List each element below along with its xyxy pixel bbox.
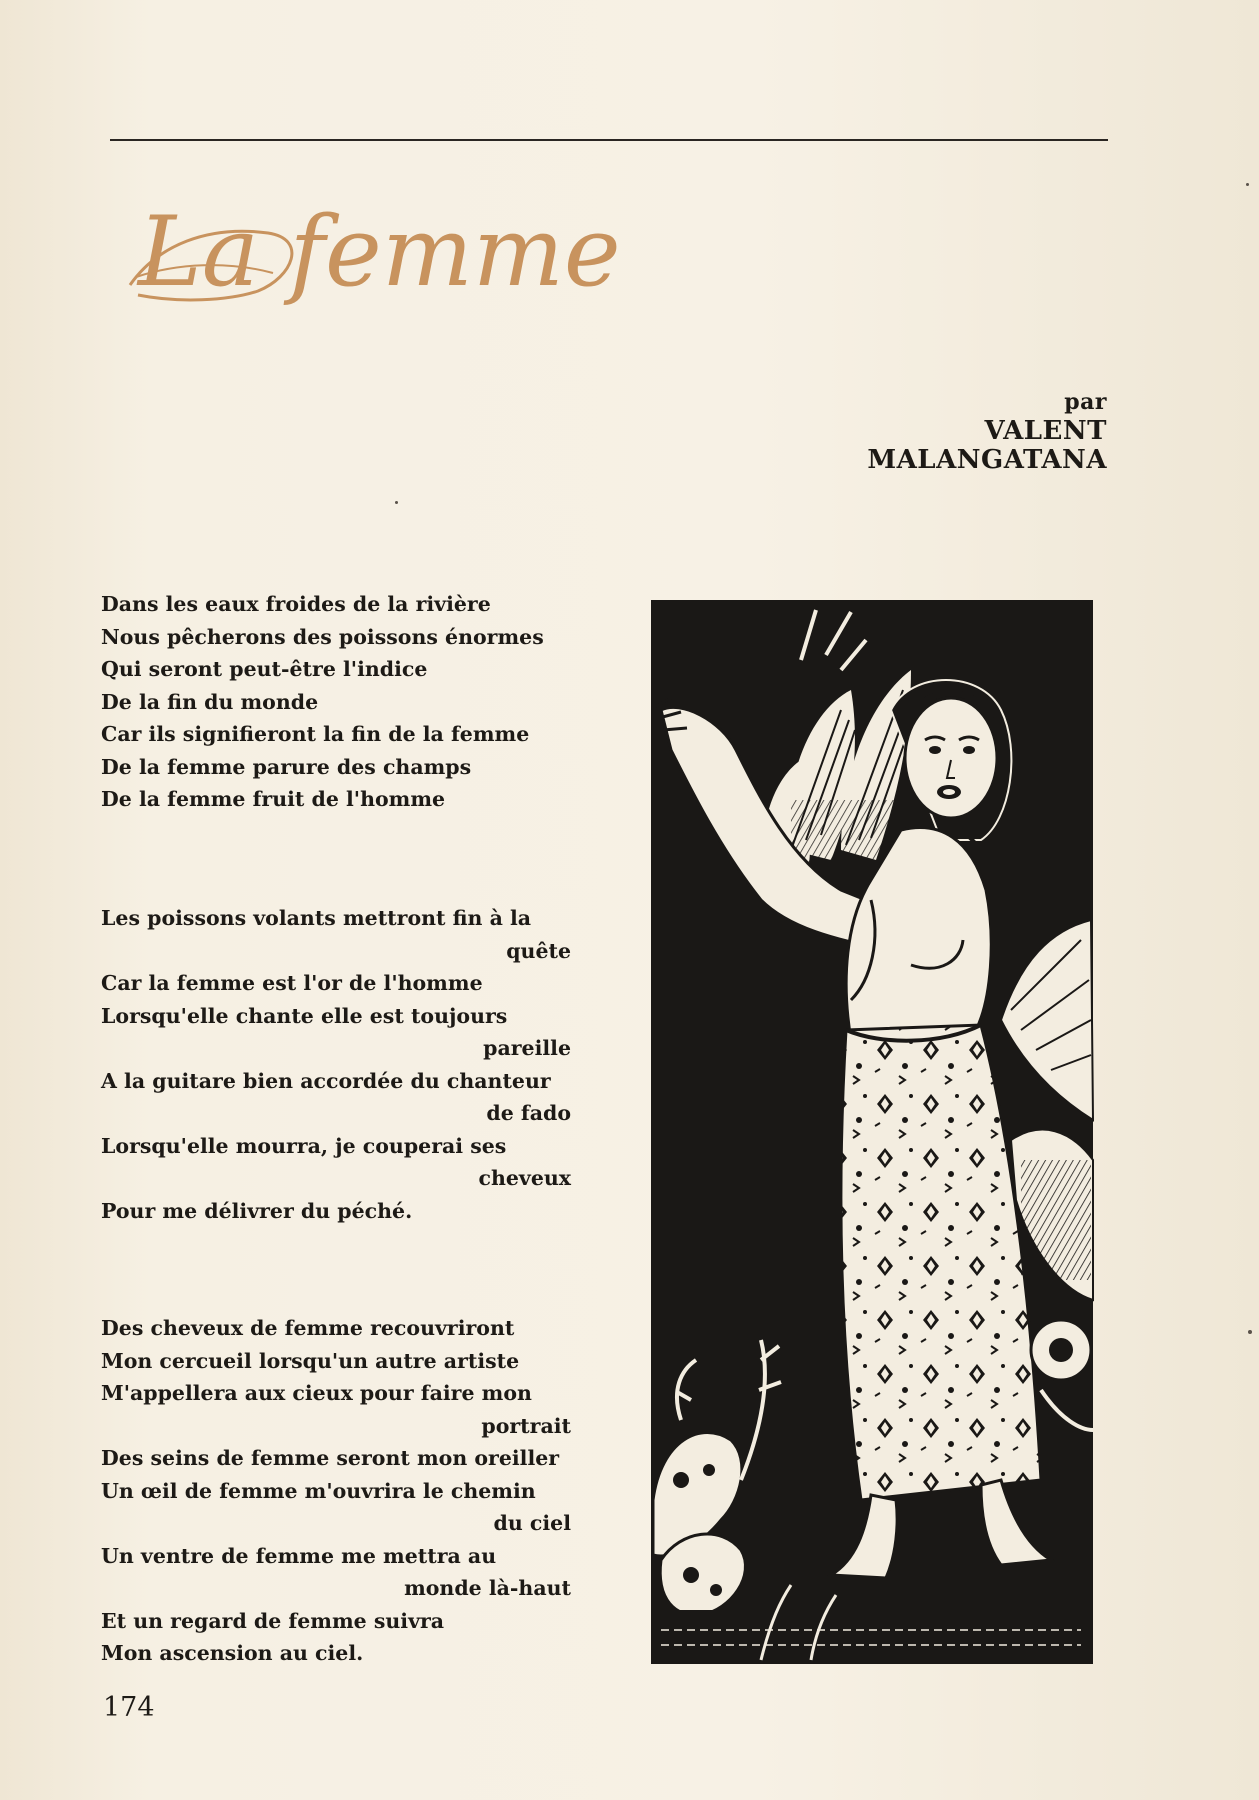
stanza-1	[101, 588, 571, 816]
verse-line: Dans les eaux froides de la rivière	[101, 592, 491, 616]
woodcut-illustration	[641, 600, 1103, 1664]
verse-line: Et un regard de femme suivra	[101, 1608, 445, 1633]
verse-line-continuation: du ciel	[493, 1511, 571, 1535]
verse-line-continuation: monde là-haut	[404, 1576, 571, 1600]
verse-line: Car la femme est l'or de l'homme	[101, 971, 483, 995]
verse-line: Les poissons volants mettront fin à la	[101, 906, 532, 930]
verse-line: Lorsqu'elle chante elle est toujours	[101, 1003, 508, 1028]
poem-title	[118, 185, 758, 335]
verse-line: Des seins de femme seront mon oreiller	[101, 1446, 560, 1470]
top-rule	[110, 139, 1108, 141]
verse-line: Pour me délivrer du péché.	[101, 1198, 413, 1223]
paper-speck	[1248, 1330, 1252, 1334]
verse-line: Des cheveux de femme recouvriront	[101, 1316, 515, 1340]
verse-line: Un ventre de femme me mettra au	[101, 1543, 497, 1568]
verse-line-continuation: quête	[506, 938, 571, 963]
verse-line-continuation: portrait	[481, 1413, 571, 1438]
verse-line: De la femme fruit de l'homme	[101, 787, 446, 811]
author-byline	[867, 388, 1107, 475]
paper-speck	[1246, 183, 1249, 186]
verse-line-continuation: de fado	[486, 1101, 571, 1125]
verse-line: Mon cercueil lorsqu'un autre artiste	[101, 1348, 520, 1373]
verse-line-continuation: pareille	[483, 1036, 571, 1060]
verse-line: De la femme parure des champs	[101, 754, 472, 779]
verse-line: Nous pêcherons des poissons énormes	[101, 624, 544, 649]
poem-title-text: La femme	[138, 196, 621, 308]
verse-line: Car ils signifieront la fin de la femme	[101, 722, 530, 746]
page-number: 174	[103, 1692, 155, 1723]
author-first-name: VALENT	[984, 416, 1107, 446]
verse-line: De la fin du monde	[101, 689, 319, 714]
stanza-3	[101, 1312, 571, 1670]
author-last-name: MALANGATANA	[867, 445, 1107, 475]
verse-line: M'appellera aux cieux pour faire mon	[101, 1381, 532, 1405]
verse-line: Qui seront peut-être l'indice	[101, 657, 428, 681]
verse-line: Un œil de femme m'ouvrira le chemin	[101, 1478, 536, 1503]
verse-line-continuation: cheveux	[478, 1166, 571, 1190]
author-by-label: par	[1064, 389, 1107, 415]
paper-speck	[395, 501, 398, 504]
verse-line: Lorsqu'elle mourra, je couperai ses	[101, 1133, 507, 1158]
stanza-2	[101, 902, 571, 1227]
verse-line: A la guitare bien accordée du chanteur	[101, 1068, 551, 1093]
verse-line: Mon ascension au ciel.	[101, 1641, 364, 1665]
